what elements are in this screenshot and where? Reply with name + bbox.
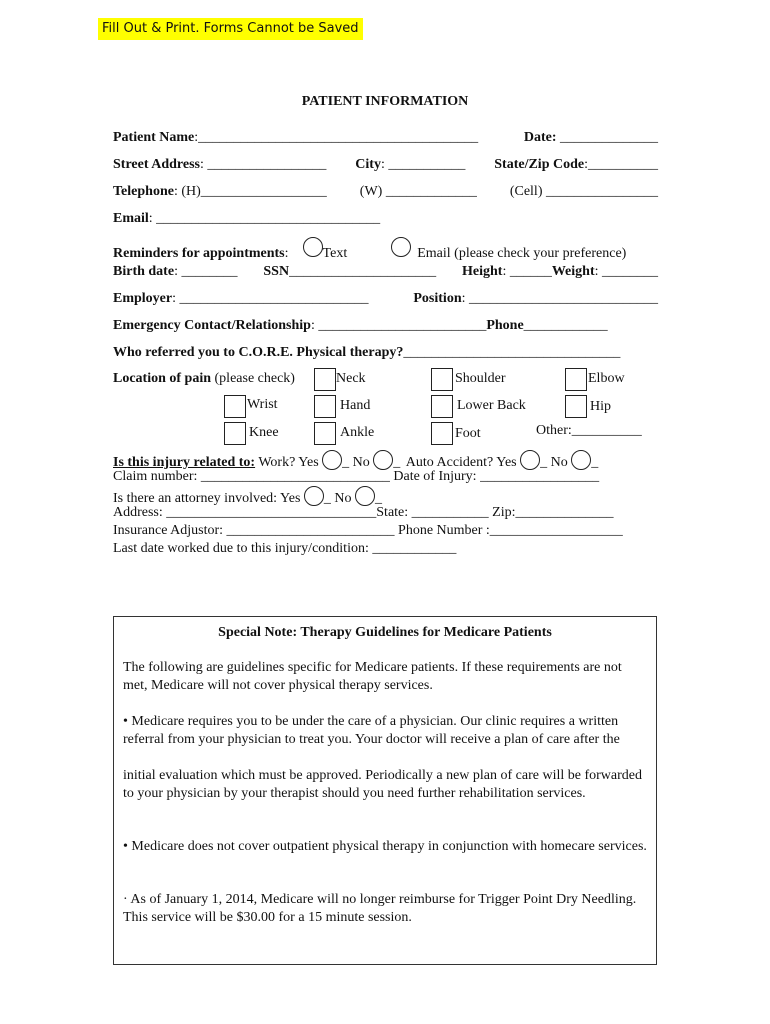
pain-lower-back-label: Lower Back [457, 398, 526, 413]
city-line[interactable]: : ___________ [380, 157, 466, 172]
note-paragraph-homecare: • Medicare does not cover outpatient physical therapy in conjunction with homecare services. [123, 839, 647, 854]
telephone-home-line[interactable]: : (H)__________________ [173, 184, 327, 199]
date-label: Date: [523, 130, 557, 145]
telephone-label: Telephone [113, 184, 174, 199]
email-line[interactable]: : ________________________________ [148, 211, 381, 226]
statezip-label: State/Zip Code [494, 157, 585, 172]
reminders-row [113, 237, 658, 262]
phone-line[interactable]: ____________ [523, 318, 608, 333]
work-no-radio[interactable] [373, 450, 393, 470]
pain-foot-label: Foot [455, 426, 481, 441]
medicare-note-box [113, 616, 657, 965]
height-weight-field[interactable] [462, 264, 658, 280]
pain-other-field[interactable]: Other:__________ [536, 423, 642, 438]
pain-hand-checkbox[interactable] [314, 395, 336, 418]
position-line[interactable]: : ___________________________ [461, 291, 658, 306]
employer-label: Employer [113, 291, 173, 306]
attorney-no-label: No [334, 491, 356, 506]
auto-no-label: No [550, 455, 572, 470]
note-paragraph-intro: The following are guidelines specific for Medicare patients. If these requirements are not met, Medicare will not cover physical therapy services. [123, 660, 622, 693]
telephone-work-field[interactable]: (W) _____________ [359, 184, 477, 199]
note-paragraph-physician-b: initial evaluation which must be approved. Periodically a new plan of care will be forwarded to your physician by your therapist should you need further rehabilitation services. [123, 768, 642, 801]
statezip-field[interactable] [494, 157, 658, 173]
patient-name-label: Patient Name [113, 130, 195, 145]
attorney-yes-blank: _ [323, 491, 331, 506]
height-label: Height [461, 264, 503, 279]
email-label: Email [113, 211, 149, 226]
attorney-no-blank: _ [375, 491, 383, 506]
street-label: Street Address [113, 157, 200, 172]
pain-wrist-label: Wrist [247, 397, 278, 412]
referred-label: Who referred you to C.O.R.E. Physical therapy? [113, 345, 404, 360]
pain-foot-checkbox[interactable] [431, 422, 453, 445]
work-no-label: No [352, 455, 374, 470]
work-yes-radio[interactable] [322, 450, 342, 470]
weight-label: Weight [551, 264, 595, 279]
pain-neck-checkbox[interactable] [314, 368, 336, 391]
reminder-text-radio[interactable] [303, 237, 323, 257]
last-date-row[interactable]: Last date worked due to this injury/condition: ____________ [113, 541, 457, 556]
street-field[interactable] [113, 157, 326, 173]
note-paragraph-dry-needling: · As of January 1, 2014, Medicare will no longer reimburse for Trigger Point Dry Needling. This service will be $30.00 for a 15 minute session. [123, 892, 637, 925]
patient-name-field[interactable] [113, 130, 478, 146]
attorney-address-row[interactable]: Address: ______________________________State: ___________ Zip:______________ [113, 505, 614, 520]
injury-label: Is this injury related to: [113, 455, 256, 470]
attorney-yes-radio[interactable] [304, 486, 324, 506]
reminders-colon: : [284, 246, 289, 261]
birth-date-label: Birth date [113, 264, 175, 279]
pain-neck-label: Neck [336, 371, 366, 386]
telephone-row [113, 184, 658, 200]
pain-elbow-label: Elbow [588, 371, 625, 386]
emergency-line[interactable]: : ________________________ [310, 318, 487, 333]
pain-lower-back-checkbox[interactable] [431, 395, 453, 418]
reminders-label: Reminders for appointments [113, 246, 285, 261]
birth-date-field[interactable] [113, 264, 237, 280]
pain-hint: (please check) [214, 371, 295, 386]
height-line[interactable]: : ______ [502, 264, 552, 279]
referred-line[interactable]: _______________________________ [403, 345, 621, 360]
city-label: City [355, 157, 381, 172]
reminder-email-radio[interactable] [391, 237, 411, 257]
ssn-line[interactable]: _____________________ [289, 264, 437, 279]
work-label: Work? Yes [255, 455, 323, 470]
reminder-text-label: Text [322, 246, 348, 261]
auto-no-radio[interactable] [571, 450, 591, 470]
phone-label: Phone [486, 318, 524, 333]
auto-yes-radio[interactable] [520, 450, 540, 470]
work-no-blank: _ [393, 455, 401, 470]
telephone-home-field[interactable] [113, 184, 327, 200]
patient-name-line[interactable]: :________________________________________ [194, 130, 479, 145]
pain-hip-checkbox[interactable] [565, 395, 587, 418]
email-row [113, 211, 658, 227]
adjustor-row[interactable]: Insurance Adjustor: ________________________ Phone Number :___________________ [113, 523, 623, 538]
note-title: Special Note: Therapy Guidelines for Medicare Patients [218, 625, 552, 640]
pain-hand-label: Hand [340, 398, 371, 413]
emergency-label: Emergency Contact/Relationship [113, 318, 311, 333]
attorney-no-radio[interactable] [355, 486, 375, 506]
date-field[interactable] [524, 130, 658, 146]
statezip-line[interactable]: :__________ [584, 157, 658, 172]
pain-ankle-checkbox[interactable] [314, 422, 336, 445]
save-warning-banner: Fill Out & Print. Forms Cannot be Saved [98, 18, 363, 40]
employer-row [113, 291, 658, 307]
address-row [113, 157, 658, 173]
auto-yes-blank: _ [540, 455, 548, 470]
attorney-label: Is there an attorney involved: Yes [113, 491, 304, 506]
reminder-email-label: Email (please check your preference) [417, 246, 627, 261]
pain-knee-checkbox[interactable] [224, 422, 246, 445]
page-title: PATIENT INFORMATION [301, 94, 469, 109]
pain-wrist-checkbox[interactable] [224, 395, 246, 418]
ssn-label: SSN [263, 264, 290, 279]
birth-date-line[interactable]: : ________ [174, 264, 238, 279]
pain-elbow-checkbox[interactable] [565, 368, 587, 391]
pain-shoulder-checkbox[interactable] [431, 368, 453, 391]
city-field[interactable] [355, 157, 465, 173]
emergency-row [113, 318, 658, 334]
pain-label [113, 371, 295, 387]
telephone-cell-field[interactable]: (Cell) ________________ [509, 184, 658, 199]
work-yes-blank: _ [342, 455, 350, 470]
ssn-field[interactable] [263, 264, 436, 280]
pain-title: Location of pain [113, 371, 212, 386]
pain-shoulder-label: Shoulder [455, 371, 506, 386]
pain-ankle-label: Ankle [340, 425, 375, 440]
weight-line[interactable]: : ________ [594, 264, 658, 279]
pain-knee-label: Knee [249, 425, 279, 440]
employer-field[interactable] [113, 291, 369, 307]
auto-label: Auto Accident? Yes [405, 455, 521, 470]
claim-row[interactable]: Claim number: ___________________________ Date of Injury: _________________ [113, 469, 600, 484]
birth-row [113, 264, 658, 280]
auto-no-blank: _ [591, 455, 599, 470]
patient-name-row [113, 130, 658, 146]
employer-line[interactable]: : ___________________________ [172, 291, 369, 306]
street-line[interactable]: : _________________ [199, 157, 327, 172]
date-line[interactable]: ______________ [556, 130, 658, 145]
referred-row [113, 345, 658, 361]
position-label: Position [413, 291, 462, 306]
note-paragraph-physician-a: • Medicare requires you to be under the care of a physician. Our clinic requires a written referral from your physician to treat you. Your doctor will receive a plan of care after the [123, 714, 620, 747]
position-field[interactable] [413, 291, 658, 307]
pain-hip-label: Hip [590, 399, 611, 414]
